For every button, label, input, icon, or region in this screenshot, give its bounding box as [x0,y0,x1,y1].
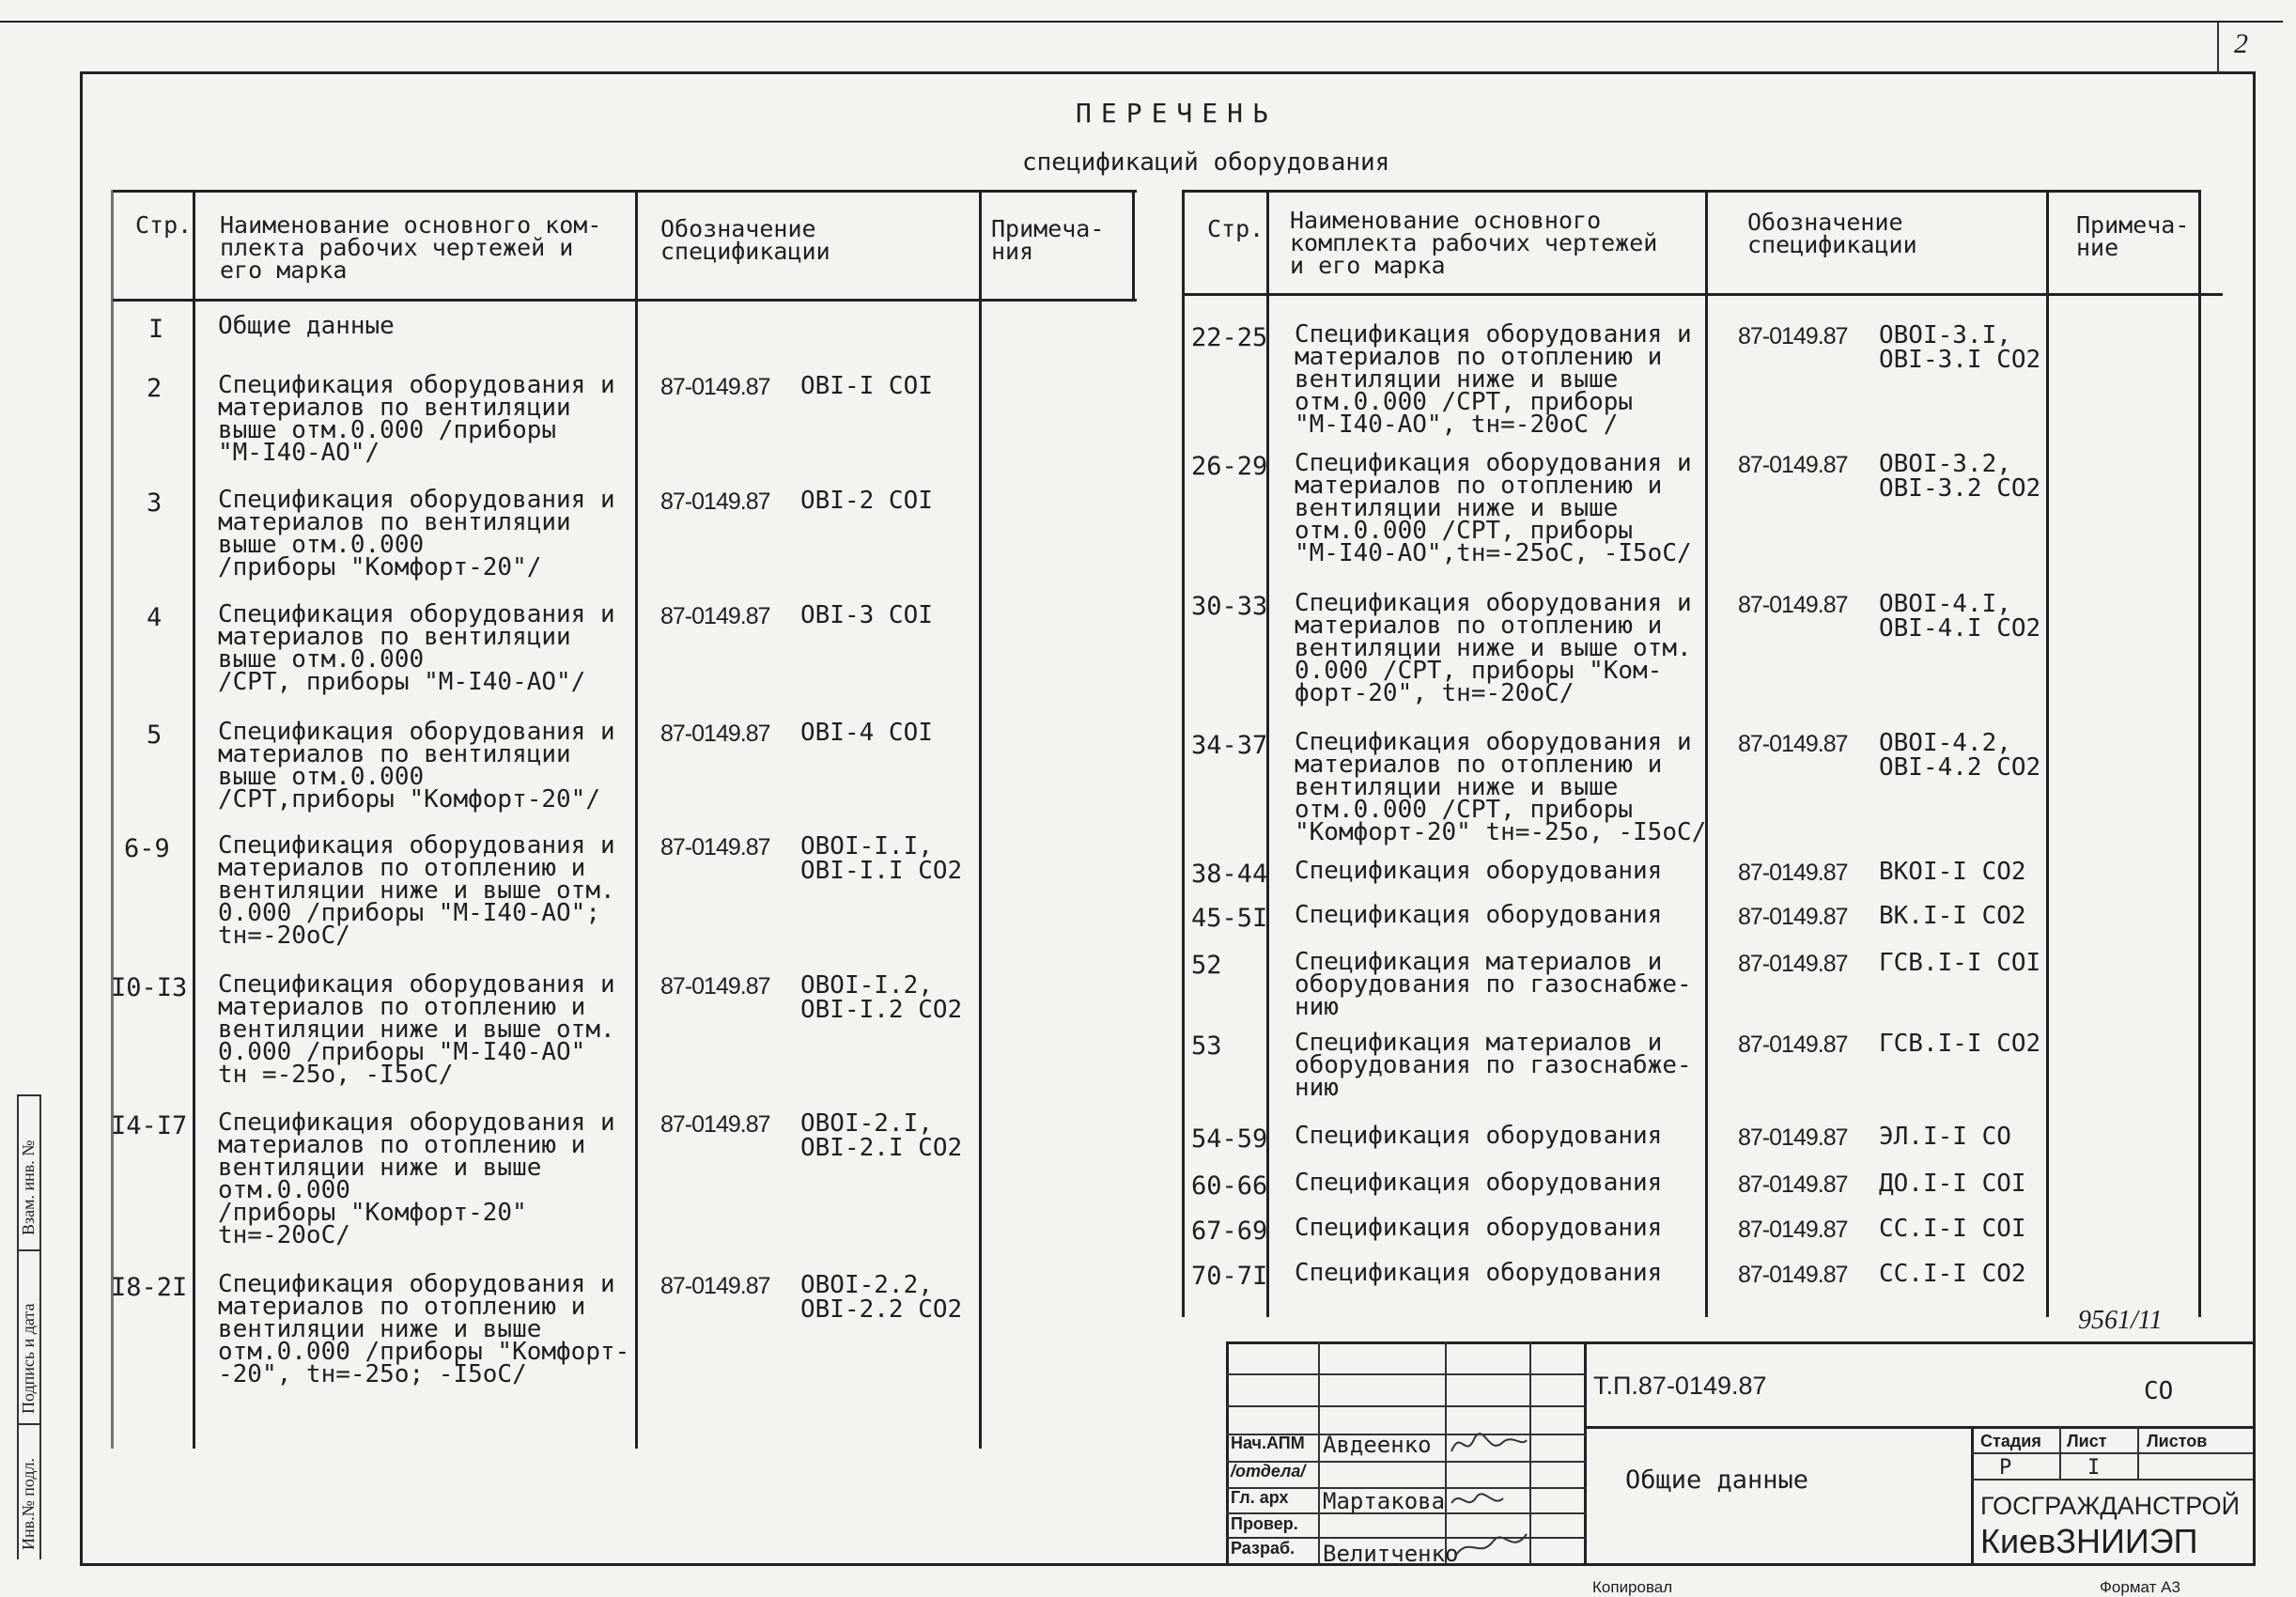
side-label-original-inv: Инв.№ подл. [19,1457,38,1550]
row-page: 4 [147,603,163,632]
right-header-designation: Обозначение спецификации [1747,209,1917,258]
frame-bottom [80,1563,2256,1566]
row-mark: ОВI-3 СОI [800,601,933,629]
row-mark: ОВОI-3.I, ОВI-3.I СО2 [1879,321,2041,374]
footer-copied: Копировал [1592,1578,1673,1596]
row-mark: ОВОI-2.2, ОВI-2.2 СО2 [800,1271,963,1324]
left-header-name: Наименование основного ком- плекта рабочих чертежей и его марка [220,211,602,284]
side-strip-top [17,1094,41,1096]
row-name: Спецификация оборудования и материалов по отоплению и вентиляции ниже и выше отм. 0.000 /приборы "М-I40-АО" tн =-25o, -I5oC/ [218,970,615,1089]
row-name: Спецификация оборудования и материалов по отоплению и вентиляции ниже и выше отм.0.000 /СРТ, приборы "Комфорт-20" tн=-25o, -I5oC/ [1295,728,1707,846]
side-label-signature-date: Подпись и дата [19,1303,38,1414]
page-title: ПЕРЕЧЕНЬ [1076,98,1278,129]
row-page: I8-2I [111,1273,188,1302]
left-col-div1 [193,190,195,1449]
row-designation: 87-0149.87 [1738,731,1848,757]
right-header-note: Примеча- ние [2076,211,2190,261]
row-page: 53 [1191,1031,1222,1061]
right-header-name: Наименование основного комплекта рабочих чертежей и его марка [1290,207,1658,279]
row-page: 67-69 [1191,1217,1268,1246]
frame-right [2253,71,2256,1565]
row-designation: 87-0149.87 [1738,1171,1848,1198]
side-strip-right [39,1094,41,1559]
tb-code: Т.П.87-0149.87 [1593,1372,1767,1400]
tb-stage-row2 [1971,1479,2253,1481]
page-subtitle: спецификаций оборудования [1022,148,1390,177]
row-designation: 87-0149.87 [660,488,770,515]
row-name: Спецификация оборудования и материалов по отоплению и вентиляции ниже и выше отм.0.000 /СРТ, приборы "М-I40-АО", tн=-20oC / [1295,320,1692,439]
row-page: 60-66 [1191,1171,1268,1201]
left-col-div3 [979,190,982,1449]
row-page: 54-59 [1191,1124,1268,1154]
left-header-page: Стр. [135,211,193,239]
tb-role-3: Провер. [1231,1514,1298,1533]
row-name: Спецификация оборудования и материалов по отоплению и вентиляции ниже и выше отм. 0.000 /СРТ, приборы "Ком- форт-20", tн=-20oC/ [1295,589,1692,707]
row-mark: СС.I-I СОI [1879,1215,2026,1243]
row-mark: ГСВ.I-I СОI [1879,949,2041,977]
row-mark: ОВОI-4.I, ОВI-4.I СО2 [1879,590,2041,643]
right-col-div3 [2046,190,2049,1317]
row-page: 38-44 [1191,860,1268,889]
row-designation: 87-0149.87 [1738,904,1848,930]
tb-stage-left [1971,1426,1974,1565]
row-designation: 87-0149.87 [1738,1031,1848,1058]
top-border [0,21,2283,23]
row-designation: 87-0149.87 [1738,1217,1848,1243]
tb-sheet-label: Лист [2067,1432,2107,1450]
row-name: Спецификация оборудования и материалов по вентиляции выше отм.0.000 /приборы "Комфорт-20"/ [218,486,615,581]
row-mark: ВКОI-I СО2 [1879,858,2026,886]
row-name: Спецификация оборудования и материалов по вентиляции выше отм.0.000 /СРТ, приборы "М-I40-АО"/ [218,600,615,696]
row-designation: 87-0149.87 [1738,452,1848,478]
tb-name-0: Авдеенко [1323,1432,1432,1458]
handwritten-number: 9561/11 [2078,1306,2163,1335]
row-name: Спецификация материалов и оборудования по газоснабже- нию [1295,948,1692,1021]
tb-stage: Р [1999,1456,2012,1480]
row-name: Спецификация оборудования и материалов по вентиляции выше отм.0.000 /СРТ,приборы "Комфорт-20"/ [218,718,615,814]
row-designation: 87-0149.87 [660,834,770,861]
tb-role-1: /отдела/ [1231,1462,1306,1481]
tb-stage-div1 [2059,1426,2061,1479]
row-designation: 87-0149.87 [660,603,770,629]
row-designation: 87-0149.87 [1738,323,1848,349]
row-mark: ВК.I-I СО2 [1879,902,2026,930]
tb-doc-type: СО [2144,1377,2174,1405]
row-page: 26-29 [1191,452,1268,481]
row-name: Спецификация оборудования [1295,1214,1663,1242]
tb-role-2: Гл. арх [1231,1488,1289,1507]
row-page: 2 [147,374,163,403]
right-col-div4 [2198,190,2201,1317]
tb-stage-row1 [1971,1452,2253,1454]
row-designation: 87-0149.87 [660,1111,770,1138]
row-page: 52 [1191,951,1222,980]
row-designation: 87-0149.87 [1738,860,1848,886]
row-page: 45-5I [1191,904,1268,933]
row-mark: ОВОI-2.I, ОВI-2.I СО2 [800,1109,963,1162]
right-col-div0 [1182,190,1185,1317]
row-mark: ДО.I-I СОI [1879,1170,2026,1198]
side-strip-div1 [17,1249,41,1251]
tb-role-4: Разраб. [1231,1539,1295,1558]
tb-org-line1: ГОСГРАЖДАНСТРОЙ [1980,1492,2241,1520]
row-page: 30-33 [1191,592,1268,621]
tb-row1 [1226,1373,1586,1375]
row-page: I0-I3 [111,973,188,1002]
left-table-header-bottom [113,299,1137,302]
row-mark: ОВОI-4.2, ОВI-4.2 СО2 [1879,729,2041,782]
row-page: 70-7I [1191,1262,1268,1291]
tb-title: Общие данные [1625,1465,1809,1495]
left-table-top [113,190,1137,193]
row-designation: 87-0149.87 [1738,1262,1848,1288]
row-designation: 87-0149.87 [660,1273,770,1299]
tb-row2 [1226,1405,1586,1407]
left-col-div0 [111,190,114,1449]
row-page: 6-9 [124,834,170,863]
tb-code-bottom [1584,1426,2253,1429]
right-table-header-bottom [1182,293,2223,296]
row-name: Общие данные [218,312,395,340]
tb-sheets-label: Листов [2147,1432,2208,1450]
left-col-div4 [1132,190,1135,301]
sheet-number-box [2217,23,2219,73]
row-name: Спецификация оборудования и материалов по отоплению и вентиляции ниже и выше отм.0.000 /СРТ, приборы "М-I40-АО",tн=-25oC, -I5oC/ [1295,449,1692,567]
row-mark: ОВОI-3.2, ОВI-3.2 СО2 [1879,450,2041,503]
tb-name-2: Мартакова [1323,1488,1446,1514]
side-strip-div2 [17,1423,41,1425]
row-name: Спецификация оборудования [1295,857,1663,885]
left-header-note: Примеча- ния [991,215,1105,265]
row-mark: ОВОI-I.2, ОВI-I.2 СО2 [800,971,963,1024]
sheet-number: 2 [2234,28,2248,59]
left-header-designation: Обозначение спецификации [660,215,830,265]
tb-org-line2: КиевЗНИИЭП [1980,1522,2198,1560]
footer-format: Формат А3 [2100,1578,2180,1596]
row-page: 3 [147,488,163,518]
row-name: Спецификация оборудования и материалов по вентиляции выше отм.0.000 /приборы "М-I40-АО"/ [218,371,615,467]
frame-top [80,71,2255,74]
tb-role-0: Нач.АПМ [1231,1434,1305,1452]
tb-stage-label: Стадия [1980,1432,2041,1450]
signature-scribbles [1447,1423,1531,1564]
row-mark: ОВОI-I.I, ОВI-I.I СО2 [800,832,963,885]
row-page: 22-25 [1191,323,1268,352]
row-mark: ОВI-2 СОI [800,487,933,515]
row-mark: ЭЛ.I-I СО [1879,1123,2011,1151]
tb-stage-div2 [2137,1426,2139,1479]
row-page: I [148,315,164,344]
tb-sheet: I [2087,1456,2101,1480]
row-name: Спецификация оборудования и материалов по отоплению и вентиляции ниже и выше отм.0.000 /приборы "Комфорт- -20", tн=-25o; -I5oC/ [218,1270,630,1388]
row-page: 5 [147,721,163,750]
row-name: Спецификация материалов и оборудования по газоснабже- нию [1295,1029,1692,1102]
row-page: I4-I7 [111,1111,188,1140]
row-page: 34-37 [1191,731,1268,760]
row-name: Спецификация оборудования и материалов по отоплению и вентиляции ниже и выше отм.0.000 /приборы "Комфорт-20" tн=-20oC/ [218,1109,615,1249]
tb-name-4: Велитченко [1323,1541,1459,1567]
left-col-div2 [635,190,638,1449]
row-name: Спецификация оборудования [1295,1259,1663,1287]
row-designation: 87-0149.87 [660,973,770,1000]
row-designation: 87-0149.87 [1738,1124,1848,1151]
frame-left [80,71,83,1565]
row-name: Спецификация оборудования [1295,901,1663,929]
row-designation: 87-0149.87 [660,374,770,400]
row-name: Спецификация оборудования [1295,1169,1663,1197]
row-mark: ОВI-I СОI [800,372,933,400]
tb-top [1226,1341,2253,1344]
row-mark: ОВI-4 СОI [800,719,933,747]
row-name: Спецификация оборудования и материалов по отоплению и вентиляции ниже и выше отм. 0.000 /приборы "М-I40-АО"; tн=-20oC/ [218,831,615,950]
side-label-replaced-inv: Взам. инв. № [19,1140,38,1235]
row-designation: 87-0149.87 [660,721,770,747]
row-mark: СС.I-I СО2 [1879,1260,2026,1288]
row-designation: 87-0149.87 [1738,592,1848,618]
row-name: Спецификация оборудования [1295,1122,1663,1150]
row-designation: 87-0149.87 [1738,951,1848,977]
right-header-page: Стр. [1207,215,1264,242]
row-mark: ГСВ.I-I СО2 [1879,1030,2041,1058]
